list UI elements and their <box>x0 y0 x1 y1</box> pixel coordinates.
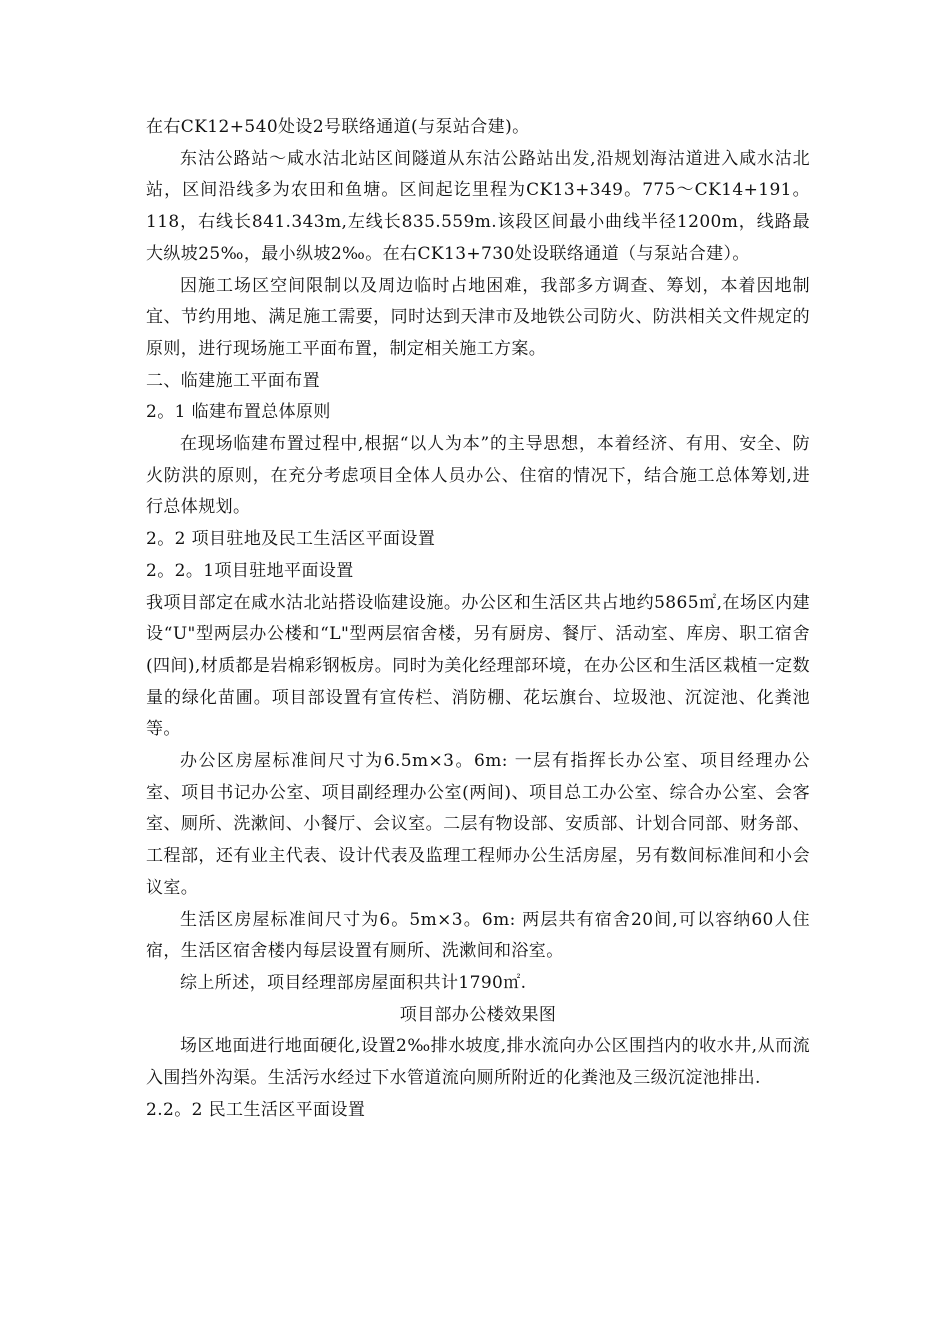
subsection-heading-general-principles: 2。1 临建布置总体原则 <box>146 402 331 423</box>
subsection-heading-station-layout: 2。2。1项目驻地平面设置 <box>146 560 354 581</box>
paragraph-living-rooms: 生活区房屋标准间尺寸为6。5m×3。6m: 两层共有宿舍20间,可以容纳60人住宿，生活区宿舍楼内每层设置有厕所、洗漱间和浴室。 <box>146 909 810 962</box>
paragraph-site-constraints: 因施工场区空间限制以及周边临时占地困难，我部多方调查、筹划，本着因地制宜、节约用地、满足施工需要，同时达到天津市及地铁公司防火、防洪相关文件规定的原则，进行现场施工平面布置，制定相关施工方案。 <box>146 275 810 359</box>
paragraph-station-layout: 我项目部定在咸水沽北站搭设临建设施。办公区和生活区共占地约5865㎡,在场区内建设“U"型两层办公楼和“L"型两层宿舍楼，另有厨房、餐厅、活动室、库房、职工宿舍(四间),材质都是岩棉彩钢板房。同时为美化经理部环境，在办公区和生活区栽植一定数量的绿化苗圃。项目部设置有宣传栏、消防棚、花坛旗台、垃圾池、沉淀池、化粪池等。 <box>146 592 810 740</box>
paragraph-tunnel-description: 东沽公路站～咸水沽北站区间隧道从东沽公路站出发,沿规划海沽道进入咸水沽北站，区间沿线多为农田和鱼塘。区间起讫里程为CK13+349。775～CK14+191。118，右线长841.343m,左线长835.559m.该段区间最小曲线半径1200m，线路最大纵坡25‰，最小纵坡2‰。在右CK13+730处设联络通道（与泵站合建）。 <box>146 148 810 264</box>
paragraph-total-area: 综上所述，项目经理部房屋面积共计1790㎡. <box>180 972 527 993</box>
document-body <box>146 112 810 1127</box>
paragraph-general-principles: 在现场临建布置过程中,根据“以人为本”的主导思想，本着经济、有用、安全、防火防洪的原则，在充分考虑项目全体人员办公、住宿的情况下，结合施工总体筹划,进行总体规划。 <box>146 434 810 518</box>
paragraph-office-rooms: 办公区房屋标准间尺寸为6.5m×3。6m: 一层有指挥长办公室、项目经理办公室、项目书记办公室、项目副经理办公室(两间)、项目总工办公室、综合办公室、会客室、厕所、洗漱间、小餐厅、会议室。二层有物设部、安质部、计划合同部、财务部、工程部，还有业主代表、设计代表及监理工程师办公生活房屋，另有数间标准间和小会议室。 <box>146 751 810 898</box>
figure-caption-office-building: 项目部办公楼效果图 <box>399 1004 557 1025</box>
paragraph-ground-drainage: 场区地面进行地面硬化,设置2‰排水坡度,排水流向办公区围挡内的收水井,从而流入围挡外沟渠。生活污水经过下水管道流向厕所附近的化粪池及三级沉淀池排出. <box>146 1036 810 1089</box>
paragraph-connection-passage-2: 在右CK12+540处设2号联络通道(与泵站合建)。 <box>146 117 530 137</box>
subsection-heading-worker-living-area: 2.2。2 民工生活区平面设置 <box>146 1099 366 1120</box>
subsection-heading-project-station: 2。2 项目驻地及民工生活区平面设置 <box>146 529 436 550</box>
section-heading-temporary-layout: 二、临建施工平面布置 <box>146 370 320 391</box>
